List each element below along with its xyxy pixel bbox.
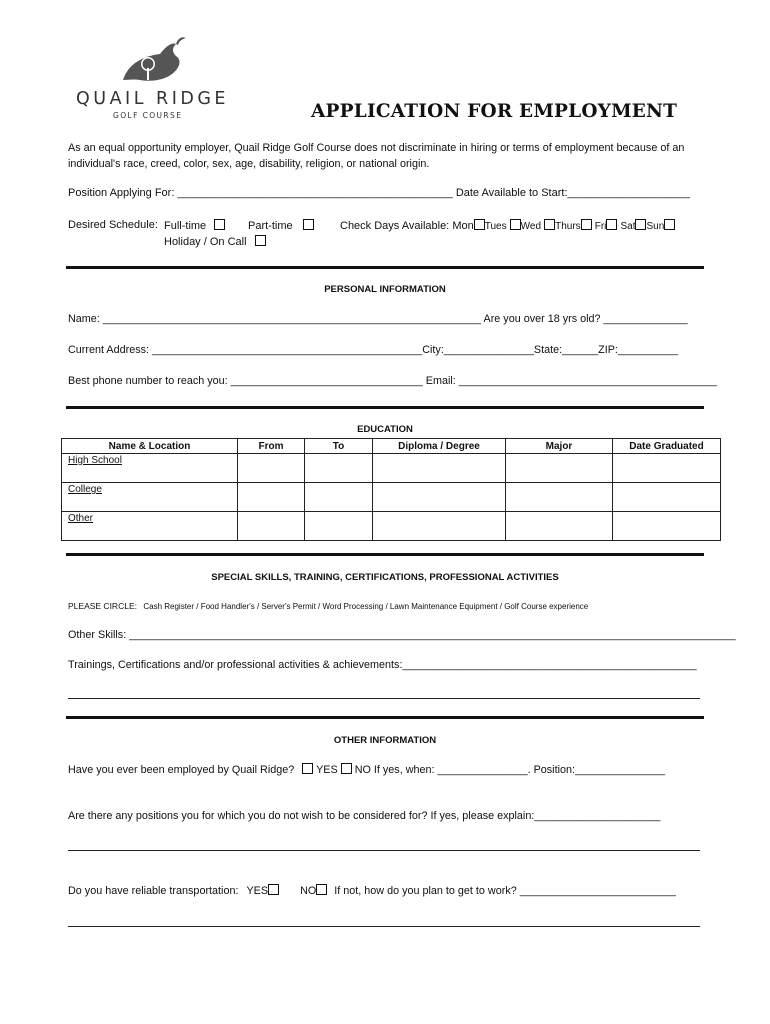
day-sat-checkbox[interactable] <box>635 219 646 230</box>
day-sun-label: Sun <box>646 221 665 232</box>
section-divider <box>66 553 704 556</box>
employed-yes-label: YES <box>316 764 338 776</box>
days-label: Check Days Available: <box>340 220 450 232</box>
phone-email-field[interactable]: Best phone number to reach you: ________________________________ Email: ___________________________________________ <box>68 375 718 387</box>
personal-heading: PERSONAL INFORMATION <box>324 284 446 295</box>
day-thurs-checkbox[interactable] <box>581 219 592 230</box>
day-thurs-label: Thurs <box>555 221 581 232</box>
day-wed-label: Wed <box>520 221 542 232</box>
table-cell[interactable] <box>305 454 373 483</box>
positions-question-field[interactable]: Are there any positions you for which you do not wish to be considered for? If yes, please explain:_____________________ <box>68 810 661 822</box>
employed-no-checkbox[interactable] <box>341 763 352 774</box>
day-fri-checkbox[interactable] <box>606 219 617 230</box>
table-row <box>62 454 721 483</box>
blank-line[interactable] <box>68 698 700 699</box>
col-date-graduated: Date Graduated <box>613 439 721 454</box>
table-cell[interactable] <box>238 483 305 512</box>
position-row <box>68 187 690 199</box>
start-date-field[interactable]: ____________________ <box>567 187 690 199</box>
employed-no-field[interactable]: NO If yes, when: _______________. Position:_______________ <box>354 764 666 776</box>
table-cell[interactable] <box>613 483 721 512</box>
name-field[interactable]: Name: _______________________________________________________________ Are you over 18 yrs old? ______________ <box>68 313 688 325</box>
table-cell[interactable] <box>506 512 613 541</box>
table-cell[interactable] <box>238 454 305 483</box>
table-row <box>62 512 721 541</box>
row-label: Other <box>62 512 238 541</box>
other-skills-field[interactable]: Other Skills: _____________________________________________________________________________________________________ <box>68 629 736 641</box>
table-cell[interactable] <box>613 454 721 483</box>
trainings-field[interactable]: Trainings, Certifications and/or professional activities & achievements:_________________________________________________ <box>68 659 697 671</box>
full-time-checkbox[interactable] <box>214 219 225 230</box>
day-sun-checkbox[interactable] <box>664 219 675 230</box>
position-label: Position Applying For: <box>68 187 175 199</box>
row-label: High School <box>62 454 238 483</box>
page-title: APPLICATION FOR EMPLOYMENT <box>311 101 678 122</box>
section-divider <box>66 716 704 719</box>
section-divider <box>66 406 704 409</box>
table-header-row <box>62 439 721 454</box>
col-diploma: Diploma / Degree <box>373 439 506 454</box>
employed-question: Have you ever been employed by Quail Ridge? <box>68 764 295 776</box>
intro-text: As an equal opportunity employer, Quail Ridge Golf Course does not discriminate in hiring or terms of employment because of an individual's race, creed, color, sex, age, disability, religion, or national origin. <box>68 142 685 170</box>
circle-options[interactable]: Cash Register / Food Handler's / Server's Permit / Word Processing / Lawn Maintenance Equipment / Golf Course experience <box>143 602 589 611</box>
transport-no-checkbox[interactable] <box>316 884 327 895</box>
table-cell[interactable] <box>373 454 506 483</box>
holiday-option[interactable] <box>164 235 266 248</box>
part-time-option[interactable] <box>248 219 314 232</box>
brand-name: QUAIL RIDGE <box>76 89 229 109</box>
circle-label: PLEASE CIRCLE: <box>68 601 137 611</box>
blank-line[interactable] <box>68 926 700 927</box>
employed-yes-checkbox[interactable] <box>302 763 313 774</box>
row-label: College <box>62 483 238 512</box>
transport-no-label: NO <box>300 885 317 897</box>
col-to: To <box>305 439 373 454</box>
transport-yes-checkbox[interactable] <box>268 884 279 895</box>
circle-options-row <box>68 601 588 611</box>
address-field[interactable]: Current Address: _____________________________________________City:_______________State:______ZIP:__________ <box>68 344 678 356</box>
table-row <box>62 483 721 512</box>
education-heading: EDUCATION <box>357 424 413 435</box>
start-date-label: Date Available to Start: <box>455 187 568 199</box>
transport-row <box>68 884 676 897</box>
section-divider <box>66 266 704 269</box>
transport-plan-field[interactable]: If not, how do you plan to get to work? __________________________ <box>334 885 676 897</box>
holiday-label: Holiday / On Call <box>164 236 247 248</box>
day-fri-label: Fri <box>594 221 607 232</box>
table-cell[interactable] <box>373 512 506 541</box>
employed-row <box>68 763 665 776</box>
day-tues-label: Tues <box>484 221 507 232</box>
skills-heading: SPECIAL SKILLS, TRAINING, CERTIFICATIONS, PROFESSIONAL ACTIVITIES <box>211 572 559 583</box>
other-heading: OTHER INFORMATION <box>333 735 437 746</box>
full-time-label: Full-time <box>164 220 207 232</box>
part-time-label: Part-time <box>248 220 293 232</box>
table-cell[interactable] <box>238 512 305 541</box>
blank-line[interactable] <box>68 850 700 851</box>
transport-question: Do you have reliable transportation: <box>68 885 239 897</box>
day-wed-checkbox[interactable] <box>544 219 555 230</box>
days-available <box>340 219 675 232</box>
table-cell[interactable] <box>613 512 721 541</box>
table-cell[interactable] <box>373 483 506 512</box>
day-sat-label: Sat <box>620 221 636 232</box>
brand-subtitle: GOLF COURSE <box>113 111 183 120</box>
table-cell[interactable] <box>305 483 373 512</box>
table-cell[interactable] <box>506 483 613 512</box>
table-cell[interactable] <box>506 454 613 483</box>
education-table <box>61 438 721 541</box>
col-name-location: Name & Location <box>62 439 238 454</box>
part-time-checkbox[interactable] <box>303 219 314 230</box>
day-mon-checkbox[interactable] <box>474 219 485 230</box>
full-time-option[interactable] <box>164 219 225 232</box>
schedule-label: Desired Schedule: <box>68 219 158 231</box>
day-mon-label: Mon <box>452 220 474 232</box>
transport-yes-label: YES <box>246 885 269 897</box>
day-tues-checkbox[interactable] <box>510 219 521 230</box>
table-cell[interactable] <box>305 512 373 541</box>
holiday-checkbox[interactable] <box>255 235 266 246</box>
col-from: From <box>238 439 305 454</box>
col-major: Major <box>506 439 613 454</box>
position-field[interactable]: _____________________________________________ <box>177 187 453 199</box>
